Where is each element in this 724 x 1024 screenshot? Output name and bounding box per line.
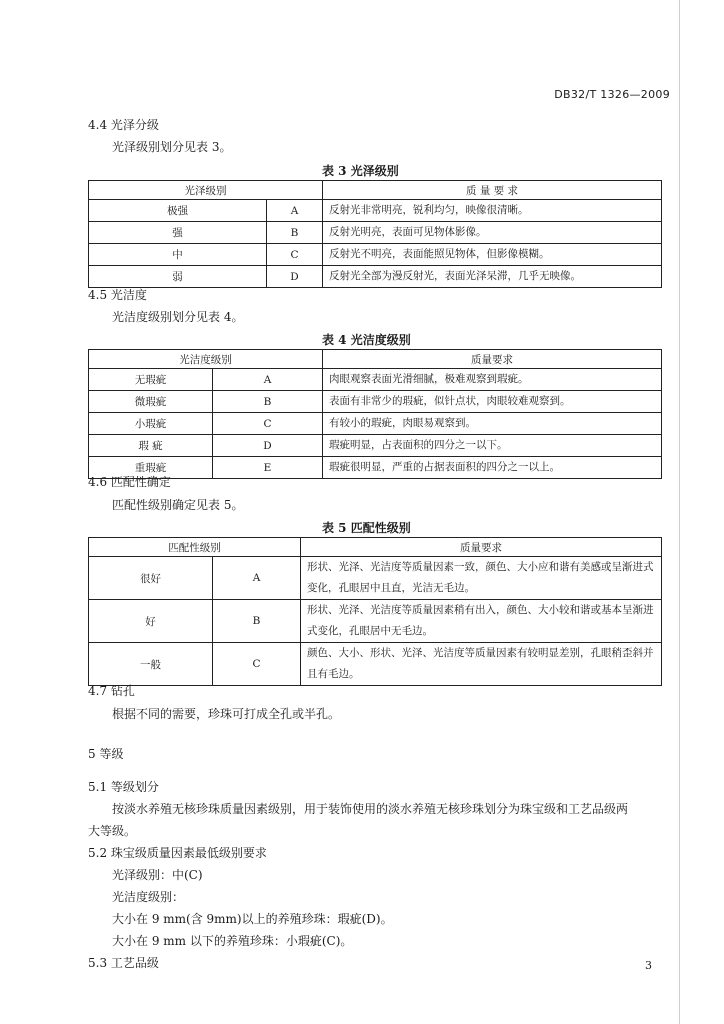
requirement-cell: 反射光不明亮，表面能照见物体，但影像模糊。 <box>323 244 662 266</box>
section-5-2-line-3: 大小在 9 mm(含 9mm)以上的养殖珍珠：瑕疵(D)。 <box>112 912 393 926</box>
section-5-2-heading: 5.2 珠宝级质量因素最低级别要求 <box>88 846 267 860</box>
requirement-cell: 瑕疵明显，占表面积的四分之一以下。 <box>323 435 662 457</box>
requirement-cell: 形状、光泽、光洁度等质量因素稍有出入，颜色、大小较和谐或基本呈渐进式变化，孔眼居中无毛边。 <box>301 600 662 643</box>
table-row <box>89 369 662 391</box>
section-5-2-line-2: 光洁度级别： <box>112 890 185 904</box>
section-5-2-line-4: 大小在 9 mm 以下的养殖珍珠：小瑕疵(C)。 <box>112 934 353 948</box>
code-cell: D <box>267 266 323 288</box>
grade-cell: 很好 <box>89 557 213 600</box>
code-cell: B <box>213 600 301 643</box>
table-row <box>89 643 662 686</box>
section-5-3-heading: 5.3 工艺品级 <box>88 956 159 970</box>
requirement-cell: 有较小的瑕疵，肉眼易观察到。 <box>323 413 662 435</box>
column-header-requirement: 质 量 要 求 <box>323 181 662 200</box>
code-cell: D <box>213 435 323 457</box>
grade-cell: 一般 <box>89 643 213 686</box>
section-4-7-heading: 4.7 钻孔 <box>88 684 135 698</box>
table-row <box>89 391 662 413</box>
grade-cell: 极强 <box>89 200 267 222</box>
requirement-cell: 颜色、大小、形状、光泽、光洁度等质量因素有较明显差别，孔眼稍歪斜并且有毛边。 <box>301 643 662 686</box>
table-row <box>89 244 662 266</box>
table-row <box>89 413 662 435</box>
requirement-cell: 反射光明亮，表面可见物体影像。 <box>323 222 662 244</box>
column-header-requirement: 质量要求 <box>301 538 662 557</box>
page-edge-line <box>679 0 680 1024</box>
table-row <box>89 435 662 457</box>
table-3-caption: 表 3 光泽级别 <box>322 164 399 178</box>
section-5-1-paragraph-line-1: 按淡水养殖无核珍珠质量因素级别，用于装饰使用的淡水养殖无核珍珠划分为珠宝级和工艺品级两 <box>112 802 629 816</box>
grade-cell: 瑕 疵 <box>89 435 213 457</box>
table-3-gloss-grades <box>88 180 662 288</box>
code-cell: B <box>267 222 323 244</box>
column-header-requirement: 质量要求 <box>323 350 662 369</box>
requirement-cell: 表面有非常少的瑕疵，似针点状，肉眼较难观察到。 <box>323 391 662 413</box>
code-cell: C <box>213 413 323 435</box>
table-5-caption: 表 5 匹配性级别 <box>322 521 411 535</box>
requirement-cell: 形状、光泽、光洁度等质量因素一致，颜色、大小应和谐有美感或呈渐进式变化，孔眼居中且直，光洁无毛边。 <box>301 557 662 600</box>
page-number: 3 <box>645 959 652 972</box>
code-cell: A <box>213 369 323 391</box>
requirement-cell: 肉眼观察表面光滑细腻，极难观察到瑕疵。 <box>323 369 662 391</box>
section-4-4-heading: 4.4 光泽分级 <box>88 118 159 132</box>
grade-cell: 中 <box>89 244 267 266</box>
requirement-cell: 瑕疵很明显，严重的占据表面积的四分之一以上。 <box>323 457 662 479</box>
grade-cell: 小瑕疵 <box>89 413 213 435</box>
table-4-caption: 表 4 光洁度级别 <box>322 333 411 347</box>
code-cell: A <box>267 200 323 222</box>
code-cell: B <box>213 391 323 413</box>
section-5-1-paragraph-line-2: 大等级。 <box>88 824 137 838</box>
section-5-1-heading: 5.1 等级划分 <box>88 780 159 794</box>
table-row <box>89 222 662 244</box>
table-row <box>89 457 662 479</box>
grade-cell: 重瑕疵 <box>89 457 213 479</box>
column-header-grade: 匹配性级别 <box>89 538 301 557</box>
column-header-grade: 光洁度级别 <box>89 350 323 369</box>
table-header-row <box>89 181 662 200</box>
requirement-cell: 反射光非常明亮，锐利均匀，映像很清晰。 <box>323 200 662 222</box>
section-4-7-text: 根据不同的需要，珍珠可打成全孔或半孔。 <box>112 707 341 721</box>
table-5-matching-grades <box>88 537 662 686</box>
code-cell: A <box>213 557 301 600</box>
column-header-grade: 光泽级别 <box>89 181 323 200</box>
section-4-5-heading: 4.5 光洁度 <box>88 288 147 302</box>
section-5-2-line-1: 光泽级别：中(C) <box>112 868 203 882</box>
table-4-cleanliness-grades <box>88 349 662 479</box>
section-4-6-heading: 4.6 匹配性确定 <box>88 475 171 489</box>
code-cell: C <box>267 244 323 266</box>
table-row <box>89 200 662 222</box>
grade-cell: 弱 <box>89 266 267 288</box>
grade-cell: 微瑕疵 <box>89 391 213 413</box>
code-cell: C <box>213 643 301 686</box>
grade-cell: 强 <box>89 222 267 244</box>
table-row <box>89 557 662 600</box>
table-header-row <box>89 538 662 557</box>
section-4-5-intro: 光洁度级别划分见表 4。 <box>112 310 244 324</box>
table-row <box>89 600 662 643</box>
code-cell: E <box>213 457 323 479</box>
table-header-row <box>89 350 662 369</box>
section-4-4-intro: 光泽级别划分见表 3。 <box>112 140 232 154</box>
grade-cell: 无瑕疵 <box>89 369 213 391</box>
document-code: DB32/T 1326—2009 <box>554 88 670 101</box>
requirement-cell: 反射光全部为漫反射光，表面光泽呆滞，几乎无映像。 <box>323 266 662 288</box>
section-5-heading: 5 等级 <box>88 747 124 761</box>
grade-cell: 好 <box>89 600 213 643</box>
section-4-6-intro: 匹配性级别确定见表 5。 <box>112 498 244 512</box>
table-row <box>89 266 662 288</box>
